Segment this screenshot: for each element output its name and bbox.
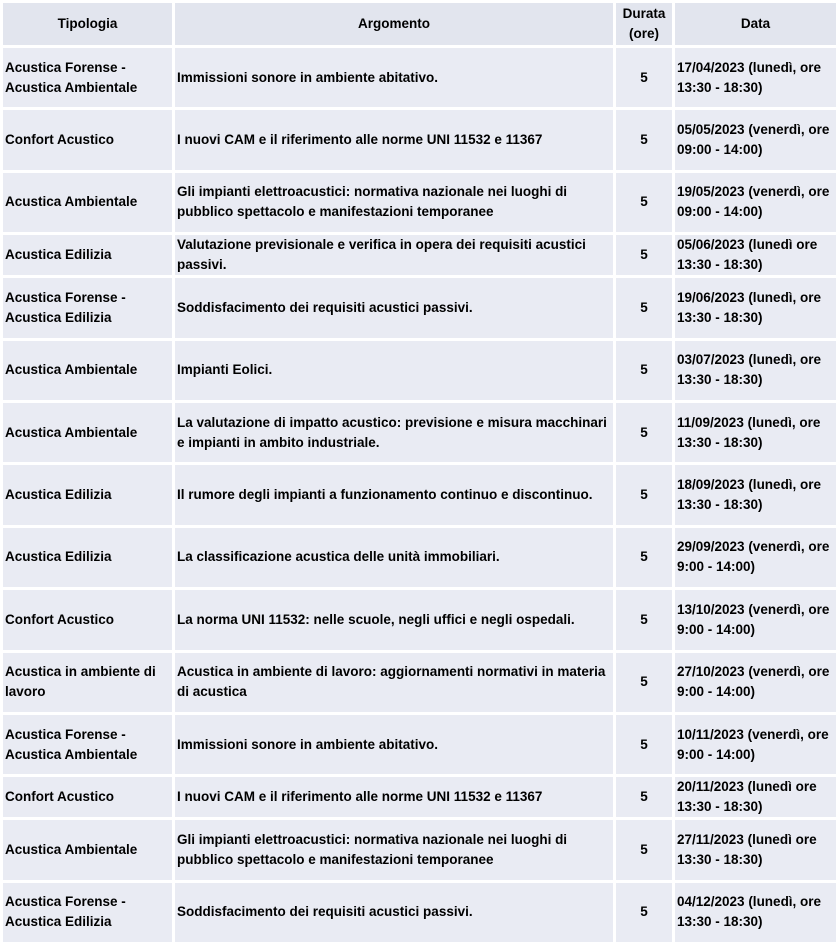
cell-tipologia: Confort Acustico — [3, 110, 172, 169]
cell-durata: 5 — [616, 278, 672, 337]
cell-tipologia: Acustica Ambientale — [3, 173, 172, 232]
cell-data: 29/09/2023 (venerdì, ore 9:00 - 14:00) — [675, 528, 836, 587]
cell-argomento: Soddisfacimento dei requisiti acustici passivi. — [175, 883, 613, 942]
cell-tipologia: Acustica Edilizia — [3, 528, 172, 587]
cell-argomento: Gli impianti elettroacustici: normativa nazionale nei luoghi di pubblico spettacolo e manifestazioni temporanee — [175, 820, 613, 879]
cell-argomento: Immissioni sonore in ambiente abitativo. — [175, 48, 613, 107]
header-argomento: Argomento — [175, 3, 613, 45]
cell-data: 19/06/2023 (lunedì, ore 13:30 - 18:30) — [675, 278, 836, 337]
cell-tipologia: Acustica in ambiente di lavoro — [3, 653, 172, 712]
cell-tipologia: Acustica Edilizia — [3, 235, 172, 275]
cell-durata: 5 — [616, 48, 672, 107]
cell-data: 20/11/2023 (lunedì ore 13:30 - 18:30) — [675, 777, 836, 817]
cell-durata: 5 — [616, 235, 672, 275]
cell-tipologia: Acustica Forense - Acustica Edilizia — [3, 883, 172, 942]
table-row — [3, 777, 836, 817]
table-row — [3, 110, 836, 169]
table-row — [3, 341, 836, 400]
cell-argomento: Immissioni sonore in ambiente abitativo. — [175, 715, 613, 774]
cell-data: 03/07/2023 (lunedì, ore 13:30 - 18:30) — [675, 341, 836, 400]
header-durata-line1: Durata — [622, 6, 666, 21]
cell-durata: 5 — [616, 341, 672, 400]
table-row — [3, 883, 836, 942]
cell-argomento: La valutazione di impatto acustico: previsione e misura macchinari e impianti in ambito industriale. — [175, 403, 613, 462]
cell-argomento: I nuovi CAM e il riferimento alle norme UNI 11532 e 11367 — [175, 777, 613, 817]
cell-argomento: I nuovi CAM e il riferimento alle norme UNI 11532 e 11367 — [175, 110, 613, 169]
cell-data: 18/09/2023 (lunedì, ore 13:30 - 18:30) — [675, 465, 836, 524]
cell-argomento: Gli impianti elettroacustici: normativa nazionale nei luoghi di pubblico spettacolo e manifestazioni temporanee — [175, 173, 613, 232]
table-header — [3, 3, 836, 45]
cell-tipologia: Acustica Edilizia — [3, 465, 172, 524]
cell-data: 04/12/2023 (lunedì, ore 13:30 - 18:30) — [675, 883, 836, 942]
cell-data: 27/10/2023 (venerdì, ore 9:00 - 14:00) — [675, 653, 836, 712]
table-row — [3, 653, 836, 712]
cell-tipologia: Acustica Forense - Acustica Ambientale — [3, 48, 172, 107]
cell-data: 11/09/2023 (lunedì, ore 13:30 - 18:30) — [675, 403, 836, 462]
cell-argomento: Valutazione previsionale e verifica in opera dei requisiti acustici passivi. — [175, 235, 613, 275]
cell-durata: 5 — [616, 465, 672, 524]
cell-data: 17/04/2023 (lunedì, ore 13:30 - 18:30) — [675, 48, 836, 107]
header-durata — [616, 3, 672, 45]
cell-durata: 5 — [616, 883, 672, 942]
cell-argomento: Acustica in ambiente di lavoro: aggiornamenti normativi in materia di acustica — [175, 653, 613, 712]
cell-durata: 5 — [616, 403, 672, 462]
table-body — [3, 48, 836, 942]
table-row — [3, 465, 836, 524]
cell-tipologia: Confort Acustico — [3, 777, 172, 817]
cell-durata: 5 — [616, 653, 672, 712]
cell-argomento: Soddisfacimento dei requisiti acustici passivi. — [175, 278, 613, 337]
table-row — [3, 173, 836, 232]
cell-data: 05/05/2023 (venerdì, ore 09:00 - 14:00) — [675, 110, 836, 169]
cell-argomento: La classificazione acustica delle unità immobiliari. — [175, 528, 613, 587]
cell-durata: 5 — [616, 110, 672, 169]
cell-data: 13/10/2023 (venerdì, ore 9:00 - 14:00) — [675, 590, 836, 649]
cell-data: 10/11/2023 (venerdì, ore 9:00 - 14:00) — [675, 715, 836, 774]
table-row — [3, 715, 836, 774]
cell-data: 05/06/2023 (lunedì ore 13:30 - 18:30) — [675, 235, 836, 275]
table-row — [3, 403, 836, 462]
table-row — [3, 820, 836, 879]
cell-durata: 5 — [616, 715, 672, 774]
cell-data: 19/05/2023 (venerdì, ore 09:00 - 14:00) — [675, 173, 836, 232]
header-data: Data — [675, 3, 836, 45]
cell-tipologia: Acustica Ambientale — [3, 820, 172, 879]
header-durata-line2: (ore) — [629, 26, 659, 41]
cell-tipologia: Acustica Ambientale — [3, 403, 172, 462]
cell-durata: 5 — [616, 528, 672, 587]
table-row — [3, 48, 836, 107]
cell-data: 27/11/2023 (lunedì ore 13:30 - 18:30) — [675, 820, 836, 879]
cell-durata: 5 — [616, 777, 672, 817]
cell-durata: 5 — [616, 820, 672, 879]
cell-tipologia: Acustica Forense - Acustica Edilizia — [3, 278, 172, 337]
header-tipologia: Tipologia — [3, 3, 172, 45]
cell-argomento: Impianti Eolici. — [175, 341, 613, 400]
cell-tipologia: Confort Acustico — [3, 590, 172, 649]
cell-tipologia: Acustica Ambientale — [3, 341, 172, 400]
cell-argomento: Il rumore degli impianti a funzionamento continuo e discontinuo. — [175, 465, 613, 524]
table-row — [3, 528, 836, 587]
cell-argomento: La norma UNI 11532: nelle scuole, negli uffici e negli ospedali. — [175, 590, 613, 649]
table-row — [3, 278, 836, 337]
table-row — [3, 235, 836, 275]
header-row — [3, 3, 836, 45]
cell-tipologia: Acustica Forense - Acustica Ambientale — [3, 715, 172, 774]
cell-durata: 5 — [616, 590, 672, 649]
table-row — [3, 590, 836, 649]
cell-durata: 5 — [616, 173, 672, 232]
